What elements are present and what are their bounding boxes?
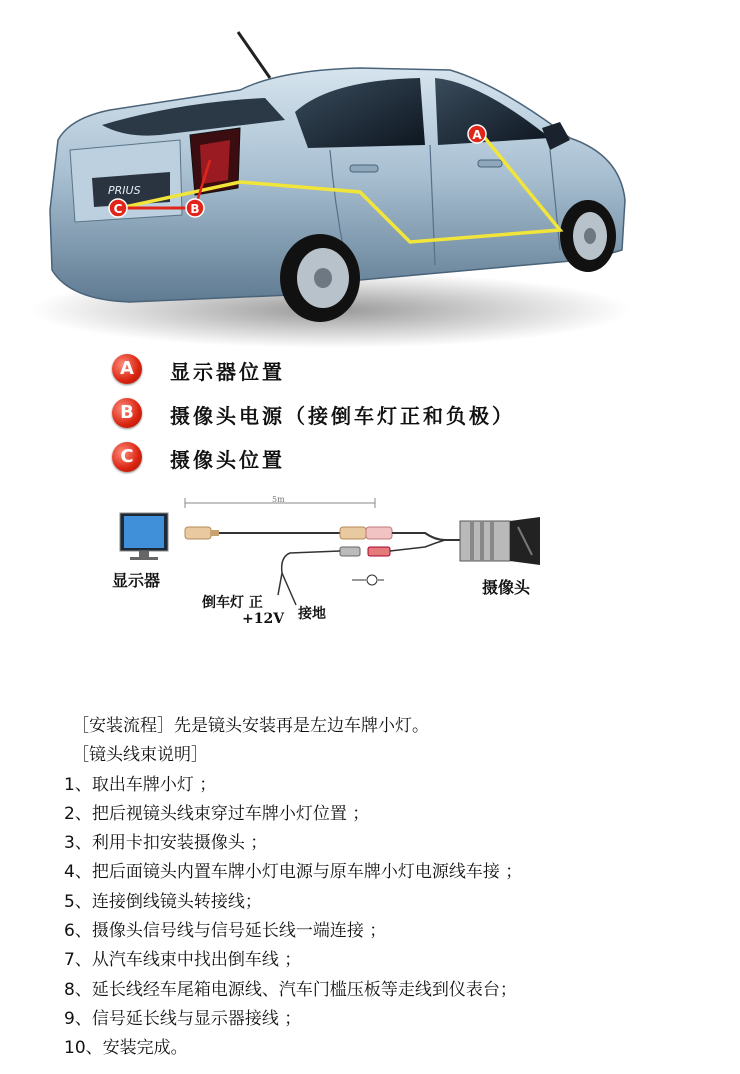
rear-wheel (280, 234, 360, 322)
model-badge: PRIUS (108, 184, 141, 197)
instruction-step: 4、把后面镜头内置车牌小灯电源与原车牌小灯电源线车接 ； (64, 862, 523, 883)
instructions (64, 712, 704, 1064)
wiring-length-label: 5m (272, 495, 285, 504)
ground-symbol-icon (352, 575, 384, 585)
front-wheel (560, 200, 616, 272)
instruction-step: 8、延长线经车尾箱电源线、汽车门槛压板等走线到仪表台； (64, 979, 517, 1000)
rca-connector-mid (340, 527, 392, 539)
monitor-label: 显示器 (112, 571, 161, 590)
legend-text-a: 显示器位置 (170, 360, 285, 384)
legend-text-c: 摄像头位置 (170, 448, 285, 472)
instruction-step: 1、取出车牌小灯 ； (64, 774, 217, 795)
reverse-light-label: 倒车灯 正 (202, 595, 263, 611)
antenna (238, 32, 270, 78)
legend-item-c (112, 438, 632, 478)
marker-b (186, 199, 204, 217)
power-cable (282, 573, 296, 605)
legend-badge-b: B (112, 398, 142, 428)
camera-cable (390, 540, 445, 551)
legend-item-a (112, 350, 632, 390)
door-handle (478, 160, 502, 167)
svg-text:A: A (472, 128, 482, 142)
camera-label: 摄像头 (482, 578, 531, 597)
instruction-step: 7、从汽车线束中找出倒车线 ； (64, 950, 302, 971)
power-connector (340, 547, 390, 556)
instruction-step: 5、连接倒线镜头转接线； (64, 891, 262, 912)
camera-icon (460, 517, 540, 565)
svg-text:C: C (113, 202, 123, 216)
door-handle (350, 165, 378, 172)
voltage-label: +12V (242, 611, 285, 627)
instruction-step: 3、利用卡扣安装摄像头 ； (64, 833, 268, 854)
instruction-step: 2、把后视镜头线束穿过车牌小灯位置 ； (64, 803, 370, 824)
legend-text-b: 摄像头电源（接倒车灯正和负极） (170, 404, 515, 428)
instruction-step: 10、安装完成。 (64, 1038, 188, 1059)
wiring-diagram (100, 485, 620, 635)
marker-c (109, 199, 127, 217)
instructions-heading-process: ［安装流程］先是镜头安装再是左边车牌小灯。 (72, 716, 429, 736)
legend-badge-a: A (112, 354, 142, 384)
rca-connector-left (185, 527, 219, 539)
power-cable (278, 551, 340, 595)
legend-badge-c: C (112, 442, 142, 472)
camera-cable (392, 533, 460, 540)
instruction-step: 9、信号延长线与显示器接线 ； (64, 1008, 302, 1029)
svg-text:B: B (190, 202, 200, 216)
ground-label: 接地 (298, 606, 326, 622)
marker-a (468, 125, 486, 143)
car-diagram (30, 10, 640, 350)
monitor-icon (120, 513, 168, 560)
instruction-step: 6、摄像头信号线与信号延长线一端连接 ； (64, 921, 387, 942)
instructions-heading-harness: ［镜头线束说明］ (72, 745, 208, 766)
wiring-schematic (100, 485, 620, 635)
legend-item-b (112, 394, 632, 434)
